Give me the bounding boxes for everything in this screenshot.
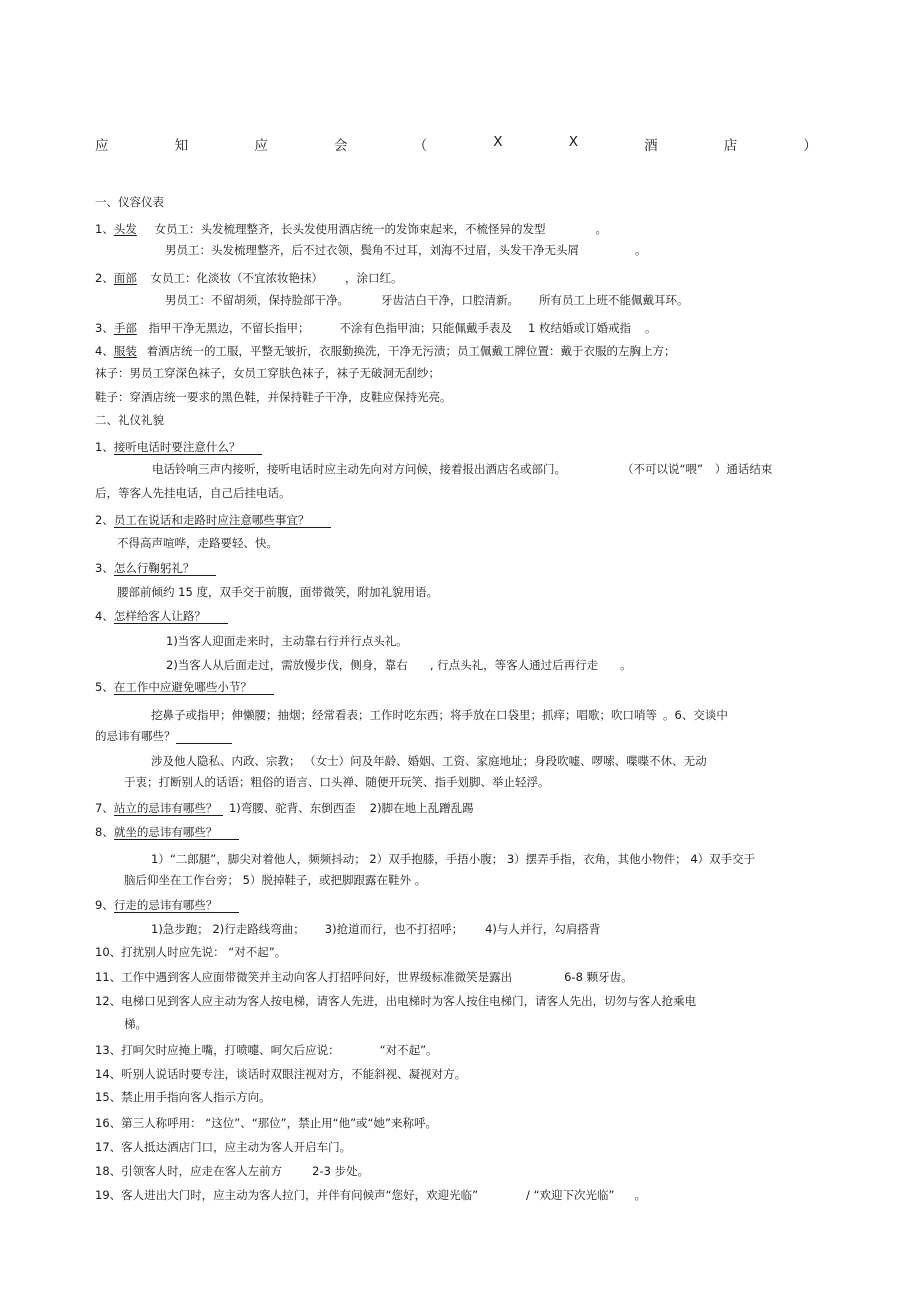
- question-text: 怎么行鞠躬礼？: [114, 561, 217, 576]
- question-line: [95, 560, 216, 576]
- paragraph-line: [151, 707, 728, 723]
- text: ）通话结束: [714, 462, 773, 476]
- text: 。: [595, 222, 607, 236]
- paragraph-line: [95, 270, 402, 286]
- text: 。: [635, 243, 647, 257]
- paragraph-line: 1)当客人迎面走来时，主动靠右行并行点头礼。: [166, 634, 408, 648]
- text: 不涂有色指甲油；只能佩戴手表及: [339, 321, 512, 335]
- question-text: 员工在说话和走路时应注意哪些事宜？: [114, 513, 332, 528]
- question-line: [95, 439, 262, 455]
- text: 女员工：化淡妆（不宜浓妆艳抹）: [150, 271, 323, 285]
- question-line: [95, 897, 239, 913]
- text: 着酒店统一的工服，平整无皱折，衣服勤换洗，干净无污渍；员工佩戴工牌位置：戴于衣服的左胸上方；: [146, 344, 676, 358]
- question-line: [95, 728, 232, 744]
- text: 19、客人进出大门时，应主动为客人拉门，并伴有问候声“您好，欢迎光临”: [95, 1188, 479, 1202]
- item-number: 3、: [95, 561, 114, 575]
- question-line: [95, 512, 331, 528]
- list-item: 12、电梯口见到客人应主动为客人按电梯，请客人先进，出电梯时为客人按住电梯门，请客人先出，切勿与客人抢乘电: [95, 994, 697, 1008]
- item-number: 3、: [95, 321, 114, 335]
- text: 男员工：不留胡须，保持脸部干净。: [165, 293, 349, 307]
- section-heading: 二、礼仪礼貌: [95, 413, 164, 427]
- paragraph-line: [151, 921, 600, 937]
- title-char: 知: [174, 138, 189, 154]
- paragraph-line: 鞋子：穿酒店统一要求的黑色鞋，并保持鞋子干净，皮鞋应保持光亮。: [95, 390, 452, 404]
- item-number: 2、: [95, 513, 114, 527]
- item-number: 4、: [95, 344, 114, 358]
- text: 3)抢道而行，也不打招呼；: [324, 922, 464, 936]
- document-title: [95, 134, 817, 154]
- list-item: [95, 1163, 369, 1179]
- text: 6-8 颗牙齿。: [564, 970, 633, 984]
- list-item-continued: 梯。: [124, 1017, 147, 1031]
- title-char: X: [493, 134, 503, 150]
- text: 指甲干净无黑边，不留长指甲；: [148, 321, 310, 335]
- question-line: [95, 800, 474, 816]
- text: 挖鼻子或指甲；伸懒腰；抽烟；经常看表；工作时吃东西；将手放在口袋里；抓痒；唱歌；吹口哨等: [151, 708, 657, 722]
- text: 。: [634, 1188, 646, 1202]
- title-char: 店: [723, 138, 738, 154]
- item-label: 面部: [113, 271, 137, 285]
- paragraph-line: 1）“二郎腿”，脚尖对着他人，频频抖动； 2）双手抱膝，手捂小腹； 3）摆弄手指，衣角，其他小物件； 4）双手交于: [151, 852, 756, 866]
- text: 所有员工上班不能佩戴耳环。: [539, 293, 689, 307]
- question-text: 接听电话时要注意什么？: [114, 440, 263, 455]
- paragraph-line: 脑后仰坐在工作台旁； 5）脱掉鞋子，或把脚跟露在鞋外 。: [124, 873, 427, 887]
- item-number: 8、: [95, 825, 114, 839]
- text: 。6、交谈中: [663, 708, 728, 722]
- item-number: 5、: [95, 680, 114, 694]
- paragraph-line: 不得高声喧哗，走路要轻、快。: [117, 536, 278, 550]
- question-line: [95, 679, 274, 695]
- title-char: 会: [333, 138, 348, 154]
- text: , 行点头礼，等客人通过后再行走: [429, 658, 599, 672]
- text: 4)与人并行，勾肩搭背: [485, 922, 601, 936]
- text: 牙齿洁白干净，口腔清新。: [381, 293, 519, 307]
- paragraph-line: 于衷；打断别人的话语；粗俗的语言、口头禅、随便开玩笑、指手划脚、举止轻浮。: [124, 775, 550, 789]
- text: 。: [620, 658, 632, 672]
- text: （不可以说“喂”: [622, 462, 703, 476]
- question-text: 在工作中应避免哪些小节？: [114, 680, 274, 695]
- text: 18、引领客人时，应走在客人左前方: [95, 1164, 283, 1178]
- paragraph-line: 后，等客人先挂电话，自己后挂电话。: [95, 486, 291, 500]
- text: / “欢迎下次光临”: [526, 1188, 615, 1202]
- paragraph-line: [165, 292, 689, 308]
- list-item: 17、客人抵达酒店门口，应主动为客人开启车门。: [95, 1140, 352, 1154]
- text: 2)当客人从后面走过，需放慢步伐，侧身，靠右: [166, 658, 408, 672]
- paragraph-line: 袜子：男员工穿深色袜子，女员工穿肤色袜子，袜子无破洞无刮纱；: [95, 366, 440, 380]
- paragraph-line: [95, 221, 607, 237]
- list-item: 14、听别人说话时要专注，谈话时双眼注视对方，不能斜视、凝视对方。: [95, 1067, 467, 1081]
- item-label: 手部: [113, 321, 137, 335]
- list-item: 10、打扰别人时应先说： “对不起”。: [95, 945, 287, 959]
- text: “对不起”。: [379, 1043, 438, 1057]
- item-number: 7、: [95, 801, 114, 815]
- text: 1)弯腰、驼背、东倒西歪: [228, 801, 356, 815]
- title-char: X: [568, 134, 578, 150]
- question-line: [95, 608, 228, 624]
- text: 男员工：头发梳理整齐，后不过衣领，鬓角不过耳，刘海不过眉，头发干净无头屑: [165, 243, 579, 257]
- title-char: ）: [803, 138, 817, 154]
- title-char: 应: [254, 138, 268, 154]
- paragraph-line: [152, 461, 772, 477]
- text: 。: [644, 321, 657, 335]
- title-char: 酒: [644, 138, 658, 154]
- text: 1)急步跑； 2)行走路线弯曲；: [151, 922, 305, 936]
- text: 13、打呵欠时应掩上嘴，打喷嚏、呵欠后应说：: [95, 1043, 340, 1057]
- text: ，涂口红。: [344, 271, 403, 285]
- question-text: 的忌讳有哪些？: [95, 729, 176, 743]
- question-text: 怎样给客人让路？: [114, 609, 228, 624]
- item-number: 9、: [95, 898, 114, 912]
- title-char: （: [413, 138, 428, 154]
- section-heading: 一、仪容仪表: [95, 195, 164, 209]
- item-label: 服装: [113, 344, 137, 358]
- list-item: 16、第三人称呼用： “这位”、“那位”，禁止用“他”或“她”来称呼。: [95, 1116, 437, 1130]
- text: 2)脚在地上乱蹭乱踢: [369, 801, 474, 815]
- paragraph-line: [95, 320, 656, 336]
- item-label: 头发: [113, 222, 137, 236]
- paragraph-line: 腰部前倾约 15 度，双手交于前腹，面带微笑，附加礼貌用语。: [117, 585, 438, 599]
- text: 2-3 步处。: [312, 1164, 370, 1178]
- item-number: 1、: [95, 440, 114, 454]
- question-text: 站立的忌讳有哪些？: [114, 801, 224, 816]
- list-item: [95, 969, 633, 985]
- list-item: 15、禁止用手指向客人指示方向。: [95, 1090, 271, 1104]
- paragraph-line: [166, 657, 632, 673]
- question-text: 行走的忌讳有哪些？: [114, 898, 240, 913]
- question-text: 就坐的忌讳有哪些？: [114, 825, 240, 840]
- paragraph-line: [165, 242, 647, 258]
- list-item: [95, 1187, 646, 1203]
- list-item: [95, 1042, 438, 1058]
- paragraph-line: [95, 343, 675, 359]
- item-number: 1、: [95, 222, 114, 236]
- text: 电话铃响三声内接听，接听电话时应主动先向对方问候，接着报出酒店名或部门。: [152, 462, 566, 476]
- title-char: 应: [95, 138, 109, 154]
- text: 11、工作中遇到客人应面带微笑并主动向客人打招呼问好，世界级标准微笑是露出: [95, 970, 513, 984]
- item-number: 4、: [95, 609, 114, 623]
- text: 1 枚结婚或订婚戒指: [527, 321, 631, 335]
- text: 女员工：头发梳理整齐，长头发使用酒店统一的发饰束起来，不梳怪异的发型: [154, 222, 546, 236]
- item-number: 2、: [95, 271, 114, 285]
- question-line: [95, 824, 239, 840]
- paragraph-line: 涉及他人隐私、内政、宗教； （女士）问及年龄、婚姻、工资、家庭地址；身段吹嘘、啰嗦、喋喋不休、无动: [151, 754, 707, 768]
